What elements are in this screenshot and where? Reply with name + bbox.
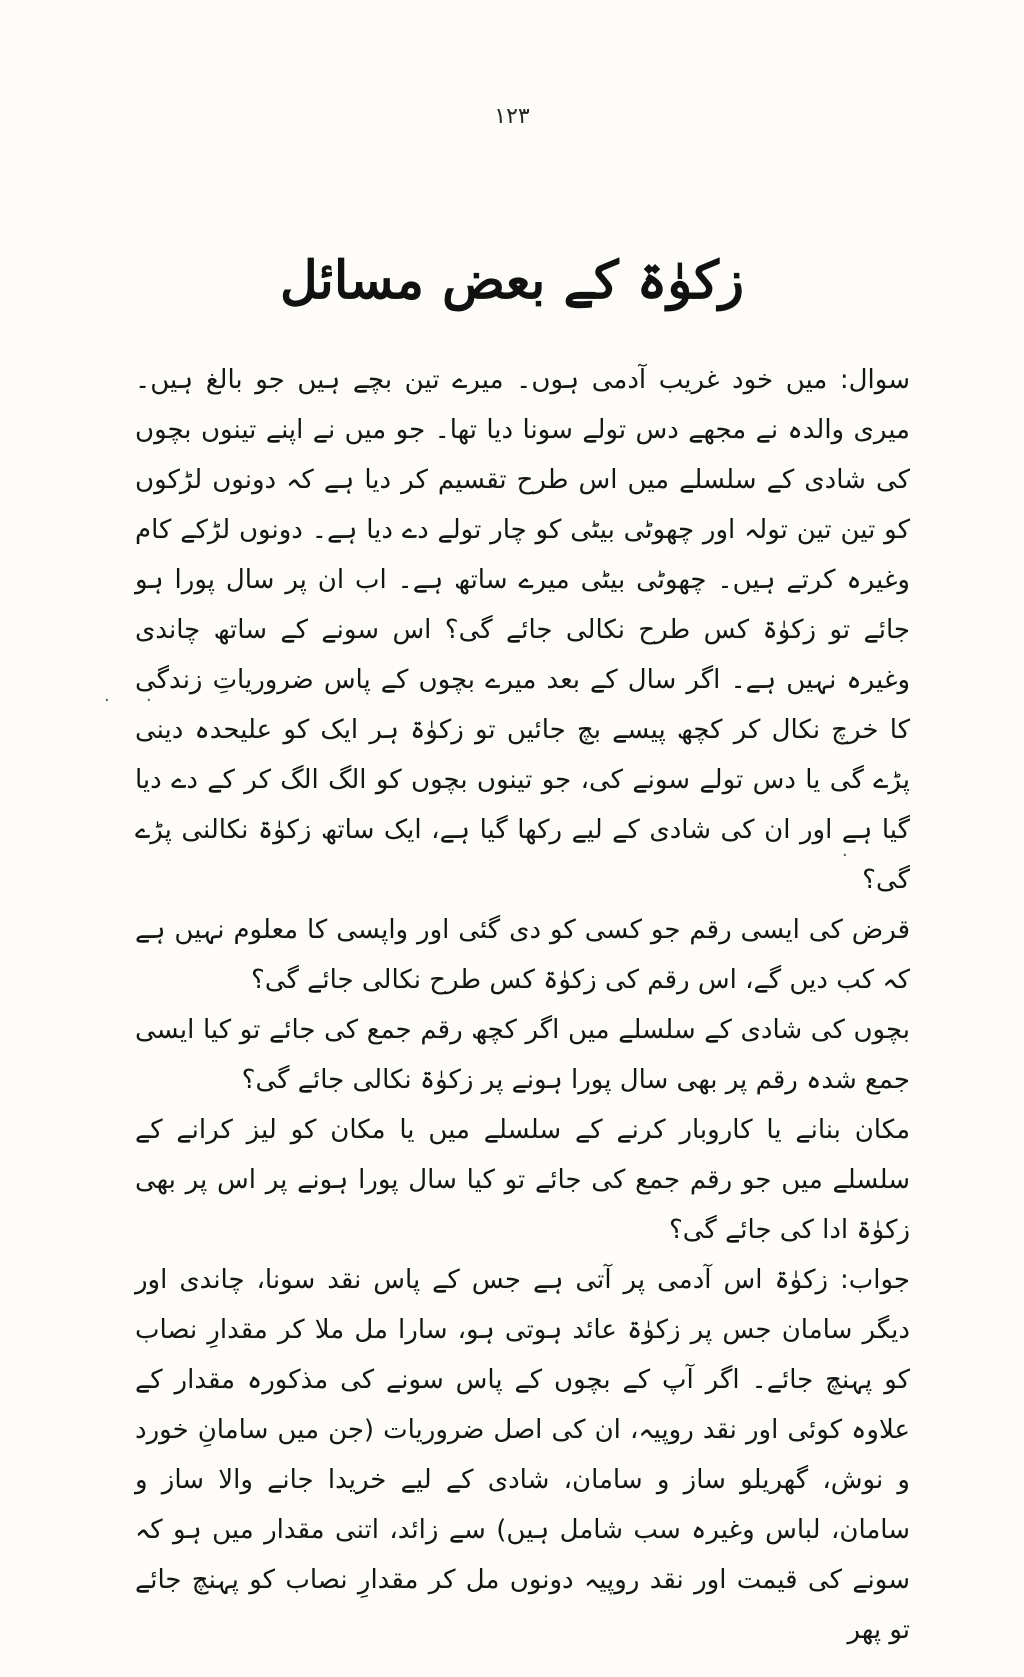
answer-paragraph: [135, 1255, 910, 1655]
margin-dot: ·: [104, 690, 110, 711]
answer-label: جواب:: [840, 1265, 910, 1295]
question-paragraph: قرض کی ایسی رقم جو کسی کو دی گئی اور واپسی کا معلوم نہیں ہے کہ کب دیں گے، اس رقم کی زکوٰۃ کس طرح نکالی جائے گی؟: [135, 915, 910, 995]
question-paragraph: [135, 355, 910, 905]
margin-dot: ·: [146, 690, 152, 711]
page-title: زکوٰۃ کے بعض مسائل: [280, 250, 744, 311]
question-paragraph: بچوں کی شادی کے سلسلے میں اگر کچھ رقم جمع کی جائے تو کیا ایسی جمع شدہ رقم پر بھی سال پورا ہونے پر زکوٰۃ نکالی جائے گی؟: [135, 1015, 910, 1095]
body-text: [135, 355, 910, 1655]
margin-dot: ·: [842, 845, 848, 866]
question-text: میں خود غریب آدمی ہوں۔ میرے تین بچے ہیں جو بالغ ہیں۔ میری والدہ نے مجھے دس تولے سونا دیا تھا۔ جو میں نے اپنے تینوں بچوں کی شادی کے سلسلے میں اس طرح تقسیم کر دیا ہے کہ دونوں لڑکوں کو تین تین تولہ اور چھوٹی بیٹی کو چار تولے دے دیا ہے۔ دونوں لڑکے کام وغیرہ کرتے ہیں۔ چھوٹی بیٹی میرے ساتھ ہے۔ اب ان پر سال پورا ہو جائے تو زکوٰۃ کس طرح نکالی جائے گی؟ اس سونے کے ساتھ چاندی وغیرہ نہیں ہے۔ اگر سال کے بعد میرے بچوں کے پاس ضروریاتِ زندگی کا خرچ نکال کر کچھ پیسے بچ جائیں تو زکوٰۃ ہر ایک کو علیحدہ دینی پڑے گی یا دس تولے سونے کی، جو تینوں بچوں کو الگ الگ کر کے دے دیا گیا ہے اور ان کی شادی کے لیے رکھا گیا ہے، ایک ساتھ زکوٰۃ نکالنی پڑے گی؟: [135, 365, 910, 895]
question-paragraph: مکان بنانے یا کاروبار کرنے کے سلسلے میں یا مکان کو لیز کرانے کے سلسلے میں جو رقم جمع کی جائے تو کیا سال پورا ہونے پر اس پر بھی زکوٰۃ ادا کی جائے گی؟: [135, 1115, 910, 1245]
answer-text: زکوٰۃ اس آدمی پر آتی ہے جس کے پاس نقد سونا، چاندی اور دیگر سامان جس پر زکوٰۃ عائد ہوتی ہو، سارا مل ملا کر مقدارِ نصاب کو پہنچ جائے۔ اگر آپ کے بچوں کے پاس سونے کی مذکورہ مقدار کے علاوہ کوئی اور نقد روپیہ، ان کی اصل ضروریات (جن میں سامانِ خورد و نوش، گھریلو ساز و سامان، شادی کے لیے خریدا جانے والا ساز و سامان، لباس وغیرہ سب شامل ہیں) سے زائد، اتنی مقدار میں ہو کہ سونے کی قیمت اور نقد روپیہ دونوں مل کر مقدارِ نصاب کو پہنچ جائے تو پھر: [135, 1265, 910, 1645]
page-number: ۱۲۳: [494, 104, 530, 129]
question-label: سوال:: [839, 365, 910, 395]
